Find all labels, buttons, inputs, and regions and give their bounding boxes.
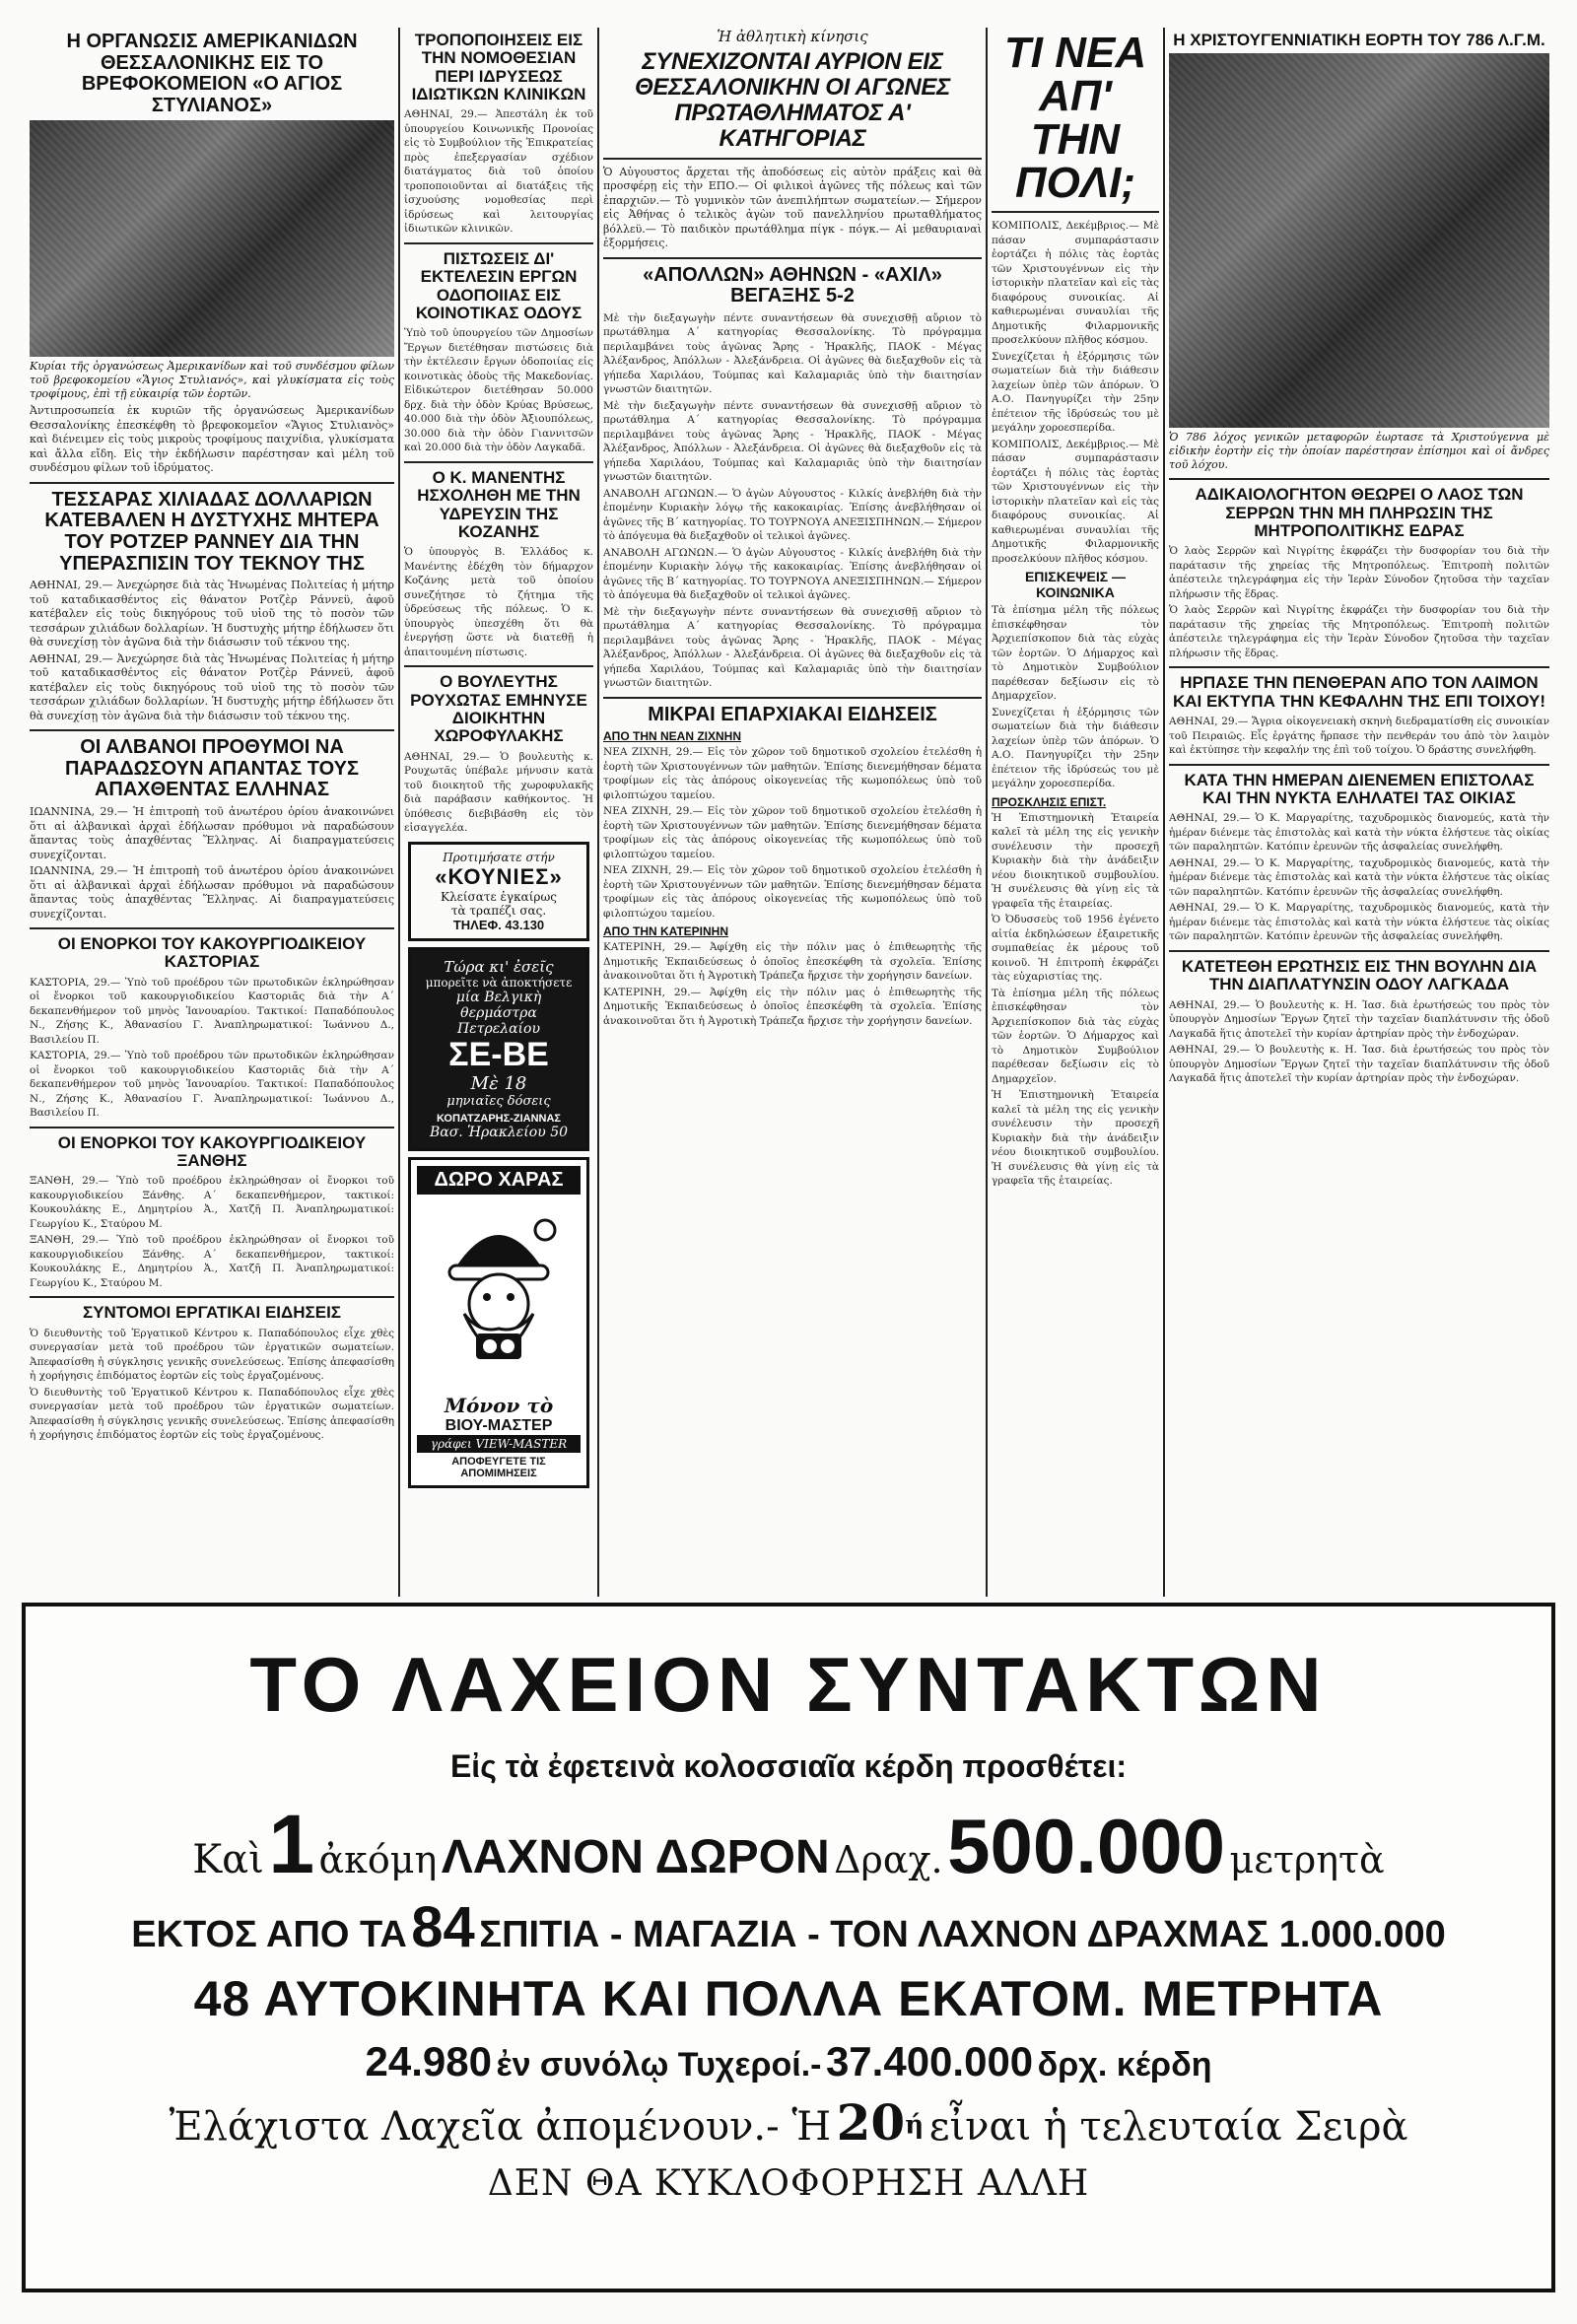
lottery-advertisement <box>22 1603 1555 2292</box>
ad-se-ve-heater <box>408 947 589 1151</box>
ad-line: Μόνον τὸ <box>444 1394 554 1418</box>
article-body: ΑΘΗΝΑΙ, 29.— Ὁ Κ. Μαργαρίτης, ταχυδρομικὸς διανομεύς, κατὰ τὴν ἡμέραν διένεμε τὰς ἐπιστολὰς καὶ κατὰ τὴν νύκτα ἐλήστευε τὰς οἰκίας τῶν παραληπτῶν. Κατόπιν ἐρευνῶν τῆς ἀσφαλείας συνελήφθη. <box>1169 856 1549 898</box>
headline-roger-ranney: ΤΕΣΣΑΡΑΣ ΧΙΛΙΑΔΑΣ ΔΟΛΛΑΡΙΩΝ ΚΑΤΕΒΑΛΕΝ Η ΔΥΣΤΥΧΗΣ ΜΗΤΕΡΑ ΤΟΥ ΡΟΤΖΕΡ ΡΑΝΝΕΥ ΔΙΑ ΤΗΝ ΥΠΕΡΑΣΠΙΣΙΝ ΤΟΥ ΤΕΚΝΟΥ ΤΗΣ <box>44 488 379 575</box>
ad-brand: ΒΙΟΥ-ΜΑΣΤΕΡ <box>445 1417 553 1435</box>
headline-clinics: ΤΡΟΠΟΠΟΙΗΣΕΙΣ ΕΙΣ ΤΗΝ ΝΟΜΟΘΕΣΙΑΝ ΠΕΡΙ ΙΔΡΥΣΕΩΣ ΙΔΙΩΤΙΚΩΝ ΚΛΙΝΙΚΩΝ <box>411 31 586 104</box>
section-kicker: Ἡ ἀθλητικὴ κίνησις <box>717 28 868 45</box>
ad-line: μπορεῖτε νὰ ἀποκτήσετε <box>425 975 573 990</box>
lottery-footer: ΔΕΝ ΘΑ ΚΥΚΛΟΦΟΡΗΣΗ ΑΛΛΗ <box>487 2163 1090 2204</box>
column-3 <box>603 28 982 1595</box>
photo-christmas-event <box>1169 53 1549 428</box>
headline-rouchotas: Ο ΒΟΥΛΕΥΤΗΣ ΡΟΥΧΩΤΑΣ ΕΜΗΝΥΣΕ ΔΙΟΙΚΗΤΗΝ ΧΩΡΟΦΥΛΑΚΗΣ <box>410 672 587 746</box>
headline-postman: ΚΑΤΑ ΤΗΝ ΗΜΕΡΑΝ ΔΙΕΝΕΜΕΝ ΕΠΙΣΤΟΛΑΣ ΚΑΙ ΤΗΝ ΝΥΚΤΑ ΕΛΗΛΑΤΕΙ ΤΑΣ ΟΙΚΙΑΣ <box>1184 770 1535 808</box>
article-body: ΚΟΜΙΠΟΛΙΣ, Δεκέμβριος.— Μὲ πάσαν συμπαράστασιν ἑορτάζει ἡ πόλις τὰς ἑορτὰς τῶν Χριστουγέννων εἰς τὴν ἱστορικὴν πλατεῖαν καὶ εἰς τὰς διαφόρους συνοικίας. Αἱ καθιερωμέναι συναυλίαι τῆς Δημοτικῆς Φιλαρμονικῆς προσελκύουν πλῆθος κόσμου. <box>992 220 1159 346</box>
lottery-text: ΣΠΙΤΙΑ - ΜΑΓΑΖΙΑ - ΤΟΝ ΛΑΧΝΟΝ ΔΡΑΧΜΑΣ 1.000.000 <box>479 1914 1446 1955</box>
article-body: Ἀντιπροσωπεία ἐκ κυριῶν τῆς ὀργανώσεως Ἀμερικανίδων Θεσσαλονίκης ἐπεσκέφθη τὸ βρεφοκομεῖον «Ἅγιος Στυλιανὸς» καὶ διένειμεν εἰς τοὺς μικροὺς τροφίμους παιχνίδια, γλυκίσματα καὶ ἄλλα εἴδη. Εἰς τὴν ἐκδήλωσιν παρέστησαν καὶ μέλη τοῦ συνδέσμου φίλων τοῦ ἱδρύματος. <box>30 404 394 475</box>
lottery-last-series-line <box>26 2093 1551 2152</box>
lottery-number: 20 <box>836 2093 906 2152</box>
lottery-text: εἶναι ἡ τελευταία Σειρὰ <box>928 2104 1408 2150</box>
lottery-amount: 500.000 <box>947 1803 1226 1889</box>
subheading: ΕΠΙΣΚΕΨΕΙΣ — ΚΟΙΝΩΝΙΚΑ <box>1024 569 1127 600</box>
article-body: ΑΝΑΒΟΛΗ ΑΓΩΝΩΝ.— Ὁ ἀγὼν Αὐγουστος - Κιλκίς ἀνεβλήθη διὰ τὴν ἑπομένην Κυριακὴν λόγῳ τῆς κακοκαιρίας. Ἐπίσης ἀνεβλήθησαν οἱ ἀγῶνες τῆς Β΄ κατηγορίας. ΤΟ ΤΟΥΡΝΟΥΑ ΑΝΕΞΙΣΠΗΝΩΝ.— Σήμερον τὸ ἀπόγευμα θὰ διεξαχθοῦν οἱ τελικοὶ ἀγῶνες. <box>603 546 982 602</box>
headline-manentis: Ο Κ. ΜΑΝΕΝΤΗΣ ΗΣΧΟΛΗΘΗ ΜΕ ΤΗΝ ΥΔΡΕΥΣΙΝ ΤΗΣ ΚΟΖΑΝΗΣ <box>417 467 581 541</box>
ad-title: ΔΩΡΟ ΧΑΡΑΣ <box>417 1166 581 1195</box>
lottery-text: Ἐλάχιστα Λαχεῖα ἀπομένουν.- Ἡ <box>169 2104 832 2150</box>
ad-line: Μὲ 18 <box>470 1073 527 1095</box>
divider <box>603 697 982 699</box>
column-4 <box>992 28 1159 1595</box>
column-divider <box>398 28 400 1597</box>
divider <box>30 729 394 731</box>
article-body: Ὁ λαὸς Σερρῶν καὶ Νιγρίτης ἐκφράζει τὴν δυσφορίαν του διὰ τὴν παράτασιν τῆς χηρείας τῆς Μητροπόλεως. Ἐπιτροπὴ πολιτῶν ἀπέστειλε τηλεγράφημα εἰς τὴν Ἱερὰν Σύνοδον ζητοῦσα τὴν ταχεῖαν πλήρωσιν τῆς ἕδρας. <box>1169 604 1549 659</box>
headline-albanians: ΟΙ ΑΛΒΑΝΟΙ ΠΡΟΘΥΜΟΙ ΝΑ ΠΑΡΑΔΩΣΟΥΝ ΑΠΑΝΤΑΣ ΤΟΥΣ ΑΠΑΧΘΕΝΤΑΣ ΕΛΛΗΝΑΣ <box>65 736 359 801</box>
article-body: ΚΑΣΤΟΡΙΑ, 29.— Ὑπὸ τοῦ προέδρου τῶν πρωτοδικῶν ἐκληρώθησαν οἱ ἔνορκοι τοῦ κακουργιοδικείου Καστοριᾶς διὰ τὴν Α΄ δεκαπενθήμερον τοῦ μηνὸς Ἰανουαρίου. Τακτικοί: Παπαδόπουλος Ν., Ζήσης Κ., Ἀθανασίου Γ. Ἀναπληρωματικοί: Ἰωάννου Δ., Βασιλείου Π. <box>30 1050 394 1120</box>
photo-caption: Ὁ 786 λόχος γενικῶν μεταφορῶν ἐωρτασε τὰ Χριστούγεννα μὲ εἰδικὴν ἑορτὴν εἰς τὴν ὁποίαν παρέστησαν ἐπίσημοι καὶ οἱ ἄνδρες τοῦ λόχου. <box>1169 431 1549 472</box>
lottery-text: Καὶ <box>192 1837 264 1882</box>
lottery-text: δρχ. κέρδη <box>1037 2046 1212 2084</box>
headline-road-credits: ΠΙΣΤΩΣΕΙΣ ΔΙ' ΕΚΤΕΛΕΣΙΝ ΕΡΓΩΝ ΟΔΟΠΟΙΙΑΣ ΕΙΣ ΚΟΙΝΟΤΙΚΑΣ ΟΔΟΥΣ <box>415 248 583 323</box>
ad-kounies <box>408 842 589 941</box>
article-body: ΑΘΗΝΑΙ, 29.— Ὁ Κ. Μαργαρίτης, ταχυδρομικὸς διανομεύς, κατὰ τὴν ἡμέραν διένεμε τὰς ἐπιστολὰς καὶ κατὰ τὴν νύκτα ἐλήστευε τὰς οἰκίας τῶν παραληπτῶν. Κατόπιν ἐρευνῶν τῆς ἀσφαλείας συνελήφθη. <box>1169 902 1549 943</box>
headline-jurors-xanthi: ΟΙ ΕΝΟΡΚΟΙ ΤΟΥ ΚΑΚΟΥΡΓΙΟΔΙΚΕΙΟΥ ΞΑΝΘΗΣ <box>57 1132 367 1171</box>
lottery-title: ΤΟ ΛΑΧΕΙΟΝ ΣΥΝΤΑΚΤΩΝ <box>249 1641 1328 1728</box>
headline-apollon-score: «ΑΠΟΛΛΩΝ» ΑΘΗΝΩΝ - «ΑΧΙΛ» ΒΕΓΑΞΗΣ 5-2 <box>643 263 942 308</box>
section-invitation: ΠΡΟΣΚΛΗΣΙΣ ΕΠΙΣΤ. <box>992 794 1107 809</box>
article-body: Τὰ ἐπίσημα μέλη τῆς πόλεως ἐπισκέφθησαν τὸν Ἀρχιεπίσκοπον διὰ τὰς εὐχὰς τῶν ἑορτῶν. Ὁ Δήμαρχος καὶ τὸ Δημοτικὸν Συμβούλιον παρέθεσαν δεξίωσιν εἰς τὸ Δημαρχεῖον. <box>992 987 1159 1085</box>
article-body: ΑΘΗΝΑΙ, 29.— Ἄγρια οἰκογενειακὴ σκηνὴ διεδραματίσθη εἰς συνοικίαν τοῦ Πειραιῶς. Εἷς ἐργάτης ἤρπασε τὴν πενθεράν του ἀπὸ τὸν λαιμὸν καὶ ἐκτύπησε τὴν κεφαλήν της ἐπὶ τοῦ τοίχου. Ὁ δράστης συνελήφθη. <box>1169 716 1549 757</box>
divider <box>603 158 982 160</box>
article-body: ΑΘΗΝΑΙ, 29.— Ἀνεχώρησε διὰ τὰς Ἡνωμένας Πολιτείας ἡ μήτηρ τοῦ καταδικασθέντος εἰς θάνατον Ροτζὲρ Ράννεϋ, ἀφοῦ κατέβαλεν εἰς τοὺς δικηγόρους τοῦ υἱοῦ της τὸ ποσὸν τῶν τεσσάρων χιλιάδων δολλαρίων. Ἡ δυστυχὴς μήτηρ ἐδήλωσεν ὅτι θὰ συνεχίσῃ τὸν ἀγῶνα διὰ τὴν διάσωσιν τοῦ τέκνου της. <box>30 579 394 649</box>
divider <box>30 1296 394 1298</box>
headline-lagkada-road: ΚΑΤΕΤΕΘΗ ΕΡΩΤΗΣΙΣ ΕΙΣ ΤΗΝ ΒΟΥΛΗΝ ΔΙΑ ΤΗΝ ΔΙΑΠΛΑΤΥΝΣΙΝ ΟΔΟΥ ΛΑΓΚΑΔΑ <box>1181 956 1538 994</box>
ad-line: μία Βελγικὴ <box>455 989 542 1005</box>
article-body: Συνεχίζεται ἡ ἐξόρμησις τῶν σωματείων διὰ τὴν διάθεσιν λαχείων ὑπὲρ τῶν ἀπόρων. Ὁ Α.Ο. Πανηγυρίζει τὴν 25ην ἐπέτειον τῆς ἱδρύσεώς του μὲ μεγάλην χοροεσπερίδα. <box>992 350 1159 434</box>
ad-line: γράφει VIEW-MASTER <box>417 1435 581 1453</box>
lottery-text: Δραχ. <box>834 1838 943 1881</box>
article-body: ΑΝΑΒΟΛΗ ΑΓΩΝΩΝ.— Ὁ ἀγὼν Αὐγουστος - Κιλκίς ἀνεβλήθη διὰ τὴν ἑπομένην Κυριακὴν λόγῳ τῆς κακοκαιρίας. Ἐπίσης ἀνεβλήθησαν οἱ ἀγῶνες τῆς Β΄ κατηγορίας. ΤΟ ΤΟΥΡΝΟΥΑ ΑΝΕΞΙΣΠΗΝΩΝ.— Σήμερον τὸ ἀπόγευμα θὰ διεξαχθοῦν οἱ τελικοὶ ἀγῶνες. <box>603 487 982 543</box>
ad-line: Κλείσατε ἐγκαίρως <box>441 889 557 904</box>
article-body: Ὁ διευθυντὴς τοῦ Ἐργατικοῦ Κέντρου κ. Παπαδόπουλος εἶχε χθὲς συνεργασίαν μετὰ τοῦ προέδρου τῶν ἐργατικῶν σωματείων. Ἀπεφασίσθη ἡ σύγκλησις γενικῆς συνελεύσεως. Ἐπίσης ἀπεφασίσθη ἡ χορήγησις ἐπιδόματος ἑορτῶν εἰς τοὺς ἐργαζομένους. <box>30 1327 394 1383</box>
ad-line: Τώρα κι' ἐσεῖς <box>444 957 554 976</box>
divider <box>1169 666 1549 668</box>
ad-line: ΚΟΠΑΤΖΑΡΗΣ-ΖΙΑΝΝΑΣ <box>436 1113 562 1126</box>
ad-line: Πετρελαίου <box>457 1020 540 1037</box>
lottery-number: 1 <box>268 1798 315 1890</box>
divider <box>1169 950 1549 952</box>
divider <box>30 1127 394 1128</box>
photo-orphanage <box>30 120 394 357</box>
divider <box>404 665 593 667</box>
article-body: ΚΟΜΙΠΟΛΙΣ, Δεκέμβριος.— Μὲ πάσαν συμπαράστασιν ἑορτάζει ἡ πόλις τὰς ἑορτὰς τῶν Χριστουγέννων εἰς τὴν ἱστορικὴν πλατεῖαν καὶ εἰς τὰς διαφόρους συνοικίας. Αἱ καθιερωμέναι συναυλίαι τῆς Δημοτικῆς Φιλαρμονικῆς προσελκύουν πλῆθος κόσμου. <box>992 438 1159 565</box>
lottery-number: 84 <box>411 1895 475 1959</box>
headline-mother-in-law: ΗΡΠΑΣΕ ΤΗΝ ΠΕΝΘΕΡΑΝ ΑΠΟ ΤΟΝ ΛΑΙΜΟΝ ΚΑΙ ΕΚΤΥΠΑ ΤΗΝ ΚΕΦΑΛΗΝ ΤΗΣ ΕΠΙ ΤΟΙΧΟΥ! <box>1172 673 1546 711</box>
lottery-text: ἐν συνόλῳ Τυχεροί.- <box>496 2046 822 2084</box>
ad-brand: ΣΕ-ΒΕ <box>448 1035 549 1073</box>
article-body: ΑΘΗΝΑΙ, 29.— Ἀνεχώρησε διὰ τὰς Ἡνωμένας Πολιτείας ἡ μήτηρ τοῦ καταδικασθέντος εἰς θάνατον Ροτζὲρ Ράννεϋ, ἀφοῦ κατέβαλεν εἰς τοὺς δικηγόρους τοῦ υἱοῦ της τὸ ποσὸν τῶν τεσσάρων χιλιάδων δολλαρίων. Ἡ δυστυχὴς μήτηρ ἐδήλωσεν ὅτι θὰ συνεχίσῃ τὸν ἀγῶνα διὰ τὴν διάσωσιν τοῦ τέκνου της. <box>30 651 394 722</box>
lottery-amount: 37.400.000 <box>825 2038 1034 2085</box>
article-body: ΑΘΗΝΑΙ, 29.— Ὁ Κ. Μαργαρίτης, ταχυδρομικὸς διανομεύς, κατὰ τὴν ἡμέραν διένεμε τὰς ἐπιστολὰς καὶ κατὰ τὴν νύκτα ἐλήστευε τὰς οἰκίας τῶν παραληπτῶν. Κατόπιν ἐρευνῶν τῆς ἀσφαλείας συνελήφθη. <box>1169 812 1549 854</box>
article-body: ΑΘΗΝΑΙ, 29.— Ὁ βουλευτὴς κ. Ρουχωτᾶς ὑπέβαλε μήνυσιν κατὰ τοῦ διοικητοῦ τῆς χωροφυλακῆς διὰ παράβασιν καθήκοντος. Ἡ ὑπόθεσις διεβιβάσθη εἰς τὸν εἰσαγγελέα. <box>404 750 593 835</box>
ad-line: ΑΠΟΦΕΥΓΕΤΕ ΤΙΣ <box>451 1456 546 1469</box>
article-body: Ὁ Ὀδυσσεὺς τοῦ 1956 ἐγένετο αἰτία ἐκδηλώσεων ἐξαιρετικῆς συμπαθείας ἐκ μέρους τοῦ κοινοῦ. Ἡ ἐπιτροπὴ ἐκφράζει τὰς εὐχαριστίας της. <box>992 914 1159 983</box>
lottery-text: ΕΚΤΟΣ ΑΠΟ ΤΑ <box>131 1914 407 1955</box>
headline-jurors-kastoria: ΟΙ ΕΝΟΡΚΟΙ ΤΟΥ ΚΑΚΟΥΡΓΙΟΔΙΚΕΙΟΥ ΚΑΣΤΟΡΙΑΣ <box>57 934 367 972</box>
article-summary: Ὁ Αὐγουστος ἄρχεται τῆς ἀποδόσεως εἰς αὐτὸν πράξεις καὶ θὰ προσφέρῃ εἰς τὴν ΕΠΟ.— Οἱ φιλικοὶ ἀγῶνες τῆς πόλεως καὶ τῶν ἐπαρχιῶν.— Τὸ γυμνικὸν τῶν ἀνεπιλήπτων σωματείων.— Σήμερον εἰς Ἀθήνας ὁ τελικὸς ἀγὼν τοῦ πανελληνίου πρωταθλήματος βόλλεϋ.— Τὸ παιδικὸν πρωτάθλημα πίγκ - πόγκ.— Αἱ μεθαυριαναὶ ἐξορμήσεις. <box>603 165 982 250</box>
article-body: ΙΩΑΝΝΙΝΑ, 29.— Ἡ ἐπιτροπὴ τοῦ ἀνωτέρου ὀρίου ἀνακοινώνει ὅτι αἱ ἀλβανικαὶ ἀρχαὶ ἐδήλωσαν πρόθυμοι νὰ παραδώσουν ἅπαντας τοὺς ἀπαχθέντας Ἕλληνας. Αἱ διαπραγματεύσεις συνεχίζονται. <box>30 805 394 861</box>
section-katerini: ΑΠΟ ΤΗΝ ΚΑΤΕΡΙΝΗΝ <box>603 924 729 939</box>
ad-title: «ΚΟΥΝΙΕΣ» <box>435 863 563 889</box>
article-body: Ὑπὸ τοῦ ὑπουργείου τῶν Δημοσίων Ἔργων διετέθησαν πιστώσεις διὰ τὴν ἐκτέλεσιν ἔργων ὁδοποιίας εἰς κοινοτικὰς ὁδοὺς τῆς Μακεδονίας. Εἰδικώτερον διετέθησαν 50.000 δρχ. διὰ τὴν ὁδὸν Κρύας Βρύσεως, 40.000 διὰ τὴν ὁδὸν Ἀξιουπόλεως, 30.000 διὰ τὴν ὁδὸν Γιαννιτσῶν καὶ 20.000 διὰ τὴν ὁδὸν Λαγκαδᾶ. <box>404 327 593 454</box>
article-body: ΞΑΝΘΗ, 29.— Ὑπὸ τοῦ προέδρου ἐκληρώθησαν οἱ ἔνορκοι τοῦ κακουργιοδικείου Ξάνθης. Α΄ δεκαπενθήμερον, τακτικοί: Κουκουλάκης Ε., Δημητρίου Ἀ., Χατζῆ Π. Ἀναπληρωματικοί: Γεωργίου Κ., Σταύρου Μ. <box>30 1234 394 1289</box>
lottery-winners-line <box>26 2038 1551 2085</box>
headline-american-women: Η ΟΡΓΑΝΩΣΙΣ ΑΜΕΡΙΚΑΝΙΔΩΝ ΘΕΣΣΑΛΟΝΙΚΗΣ ΕΙΣ ΤΟ ΒΡΕΦΟΚΟΜΕΙΟΝ «Ο ΑΓΙΟΣ ΣΤΥΛΙΑΝΟΣ» <box>66 31 358 116</box>
article-body: ΝΕΑ ΖΙΧΝΗ, 29.— Εἰς τὸν χῶρον τοῦ δημοτικοῦ σχολείου ἐτελέσθη ἡ ἑορτὴ τῶν Χριστουγέννων τῶν μαθητῶν. Ἐπίσης διενεμήθησαν δέματα τροφίμων εἰς τὰς ἀπόρους οἰκογενείας τῆς κωμοπόλεως ὑπὸ τοῦ φιλοπτώχου ταμείου. <box>603 746 982 801</box>
article-body: Μὲ τὴν διεξαγωγὴν πέντε συναντήσεων θὰ συνεχισθῇ αὔριον τὸ πρωτάθλημα Α΄ κατηγορίας Θεσσαλονίκης. Τὸ πρόγραμμα περιλαμβάνει τοὺς ἀγῶνας Ἄρης - Ἡρακλῆς, ΠΑΟΚ - Μέγας Ἀλέξανδρος, Ἀπόλλων - Ἀλεξάνδρεια. Οἱ ἀγῶνες θὰ διεξαχθοῦν εἰς τὰ γήπεδα Χαριλάου, Τούμπας καὶ Καλαμαριᾶς ὑπὸ τὴν διαιτησίαν γνωστῶν διαιτητῶν. <box>603 605 982 690</box>
article-body: Ἡ Ἐπιστημονικὴ Ἑταιρεία καλεῖ τὰ μέλη της εἰς γενικὴν συνέλευσιν τὴν προσεχῆ Κυριακὴν διὰ τὴν ἀνάδειξιν νέου διοικητικοῦ συμβουλίου. Ἡ συνέλευσις θὰ γίνῃ εἰς τὰ γραφεῖα τῆς ἑταιρείας. <box>992 811 1159 910</box>
ad-label: Προτιμήσατε στήν <box>443 850 555 864</box>
article-body: Ὁ ὑπουργὸς Β. Ἑλλάδος κ. Μανέντης ἐδέχθη τὸν δήμαρχον Κοζάνης μετὰ τοῦ ὁποίου συνεζήτησε τὸ ζήτημα τῆς ὑδρεύσεως τῆς πόλεως. Ὁ κ. ὑπουργὸς ὑπεσχέθη ὅτι θὰ ἐνεργήσῃ ὥστε νὰ διατεθῇ ἡ ἀπαιτουμένη πίστωσις. <box>404 546 593 658</box>
lottery-houses-line <box>26 1895 1551 1959</box>
article-body: Ὁ διευθυντὴς τοῦ Ἐργατικοῦ Κέντρου κ. Παπαδόπουλος εἶχε χθὲς συνεργασίαν μετὰ τοῦ προέδρου τῶν ἐργατικῶν σωματείων. Ἀπεφασίσθη ἡ σύγκλησις γενικῆς συνελεύσεως. Ἐπίσης ἀπεφασίσθη ἡ χορήγησις ἐπιδόματος ἑορτῶν εἰς τοὺς ἐργαζομένους. <box>30 1386 394 1442</box>
divider <box>992 211 1159 213</box>
photo-caption: Κυρίαι τῆς ὀργανώσεως Ἀμερικανίδων καὶ τοῦ συνδέσμου φίλων τοῦ βρεφοκομείου «Ἅγιος Στυλιανός», καὶ γλυκίσματα εἰς τοὺς τροφίμους, ἐπὶ τῇ εὐκαιρίᾳ τῶν ἑορτῶν. <box>30 360 394 401</box>
article-body: Τὰ ἐπίσημα μέλη τῆς πόλεως ἐπισκέφθησαν τὸν Ἀρχιεπίσκοπον διὰ τὰς εὐχὰς τῶν ἑορτῶν. Ὁ Δήμαρχος καὶ τὸ Δημοτικὸν Συμβούλιον παρέθεσαν δεξίωσιν εἰς τὸ Δημαρχεῖον. <box>992 604 1159 702</box>
headline-labor-news: ΣΥΝΤΟΜΟΙ ΕΡΓΑΤΙΚΑΙ ΕΙΔΗΣΕΙΣ <box>83 1303 341 1323</box>
divider <box>30 927 394 929</box>
headline-city-news: ΤΙ ΝΕΑ ΑΠ' ΤΗΝ ΠΟΛΙ; <box>1003 29 1147 207</box>
divider <box>1169 764 1549 766</box>
ad-line: τὰ τραπέζι σας. <box>450 903 547 918</box>
article-body: ΚΑΣΤΟΡΙΑ, 29.— Ὑπὸ τοῦ προέδρου τῶν πρωτοδικῶν ἐκληρώθησαν οἱ ἔνορκοι τοῦ κακουργιοδικείου Καστοριᾶς διὰ τὴν Α΄ δεκαπενθήμερον τοῦ μηνὸς Ἰανουαρίου. Τακτικοί: Παπαδόπουλος Ν., Ζήσης Κ., Ἀθανασίου Γ. Ἀναπληρωματικοί: Ἰωάννου Δ., Βασιλείου Π. <box>30 976 394 1046</box>
section-nea-zichni: ΑΠΟ ΤΗΝ ΝΕΑΝ ΖΙΧΝΗΝ <box>603 729 741 744</box>
article-body: ΚΑΤΕΡΙΝΗ, 29.— Ἀφίχθη εἰς τὴν πόλιν μας ὁ ἐπιθεωρητὴς τῆς Δημοτικῆς Ἐκπαιδεύσεως ὁ ὁποῖος ἐπεσκέφθη τὰ σχολεῖα. Ἐπίσης ἀνακοινοῦται ὅτι ἡ Ἀγροτικὴ Τράπεζα ἤρχισε τὴν χορήγησιν δανείων. <box>603 986 982 1027</box>
santa-claus-icon <box>425 1200 573 1388</box>
column-5 <box>1169 28 1549 1595</box>
lottery-tagline: Εἰς τὰ ἐφετεινὰ κολοσσιαῖα κέρδη προσθέτει: <box>449 1748 1128 1784</box>
ad-phone: ΤΗΛΕΦ. 43.130 <box>452 917 545 932</box>
lottery-prize: ΛΑΧΝΟΝ ΔΩΡΟΝ <box>441 1831 830 1883</box>
article-body: Ὁ λαὸς Σερρῶν καὶ Νιγρίτης ἐκφράζει τὴν δυσφορίαν του διὰ τὴν παράτασιν τῆς χηρείας τῆς Μητροπόλεως. Ἐπιτροπὴ πολιτῶν ἀπέστειλε τηλεγράφημα εἰς τὴν Ἱερὰν Σύνοδον ζητοῦσα τὴν ταχεῖαν πλήρωσιν τῆς ἕδρας. <box>1169 545 1549 600</box>
headline-serres: ΑΔΙΚΑΙΟΛΟΓΗΤΟΝ ΘΕΩΡΕΙ Ο ΛΑΟΣ ΤΩΝ ΣΕΡΡΩΝ ΤΗΝ ΜΗ ΠΛΗΡΩΣΙΝ ΤΗΣ ΜΗΤΡΟΠΟΛΙΤΙΚΗΣ ΕΔΡΑΣ <box>1195 485 1524 541</box>
ad-line: θερμάστρα <box>460 1004 537 1021</box>
lottery-text: ή <box>905 2110 925 2141</box>
article-body: Μὲ τὴν διεξαγωγὴν πέντε συναντήσεων θὰ συνεχισθῇ αὔριον τὸ πρωτάθλημα Α΄ κατηγορίας Θεσσαλονίκης. Τὸ πρόγραμμα περιλαμβάνει τοὺς ἀγῶνας Ἄρης - Ἡρακλῆς, ΠΑΟΚ - Μέγας Ἀλέξανδρος, Ἀπόλλων - Ἀλεξάνδρεια. Οἱ ἀγῶνες θὰ διεξαχθοῦν εἰς τὰ γήπεδα Χαριλάου, Τούμπας καὶ Καλαμαριᾶς ὑπὸ τὴν διαιτησίαν γνωστῶν διαιτητῶν. <box>603 311 982 396</box>
article-body: ΝΕΑ ΖΙΧΝΗ, 29.— Εἰς τὸν χῶρον τοῦ δημοτικοῦ σχολείου ἐτελέσθη ἡ ἑορτὴ τῶν Χριστουγέννων τῶν μαθητῶν. Ἐπίσης διενεμήθησαν δέματα τροφίμων εἰς τὰς ἀπόρους οἰκογενείας τῆς κωμοπόλεως ὑπὸ τοῦ φιλοπτώχου ταμείου. <box>603 864 982 920</box>
ad-view-master <box>408 1157 589 1488</box>
lottery-text: μετρητὰ <box>1229 1838 1385 1881</box>
headline-championship: ΣΥΝΕΧΙΖΟΝΤΑΙ ΑΥΡΙΟΝ ΕΙΣ ΘΕΣΣΑΛΟΝΙΚΗΝ ΟΙ ΑΓΩΝΕΣ ΠΡΩΤΑΘΛΗΜΑΤΟΣ Α' ΚΑΤΗΓΟΡΙΑΣ <box>635 48 950 152</box>
ad-line: ΑΠΟΜΙΜΗΣΕΙΣ <box>460 1468 537 1480</box>
article-body: ΑΘΗΝΑΙ, 29.— Ὁ βουλευτὴς κ. Η. Ἰασ. διὰ ἐρωτήσεώς του πρὸς τὸν ὑπουργὸν Δημοσίων Ἔργων ζητεῖ τὴν ταχεῖαν διαπλάτυνσιν τῆς ὁδοῦ Λαγκαδᾶ ἥτις ἀποτελεῖ τὴν κυρίαν ἀρτηρίαν πρὸς τὴν ἐνδοχώραν. <box>1169 1044 1549 1085</box>
divider <box>404 242 593 244</box>
article-body: ΙΩΑΝΝΙΝΑ, 29.— Ἡ ἐπιτροπὴ τοῦ ἀνωτέρου ὀρίου ἀνακοινώνει ὅτι αἱ ἀλβανικαὶ ἀρχαὶ ἐδήλωσαν πρόθυμοι νὰ παραδώσουν ἅπαντας τοὺς ἀπαχθέντας Ἕλληνας. Αἱ διαπραγματεύσεις συνεχίζονται. <box>30 864 394 921</box>
divider <box>404 461 593 463</box>
headline-christmas-786: Η ΧΡΙΣΤΟΥΓΕΝΝΙΑΤΙΚΗ ΕΟΡΤΗ ΤΟΥ 786 Λ.Γ.Μ. <box>1173 31 1545 49</box>
ad-line: Βασ. Ἡρακλείου 50 <box>429 1125 569 1141</box>
column-2 <box>404 28 593 1595</box>
lottery-number: 24.980 <box>365 2038 492 2085</box>
article-body: ΞΑΝΘΗ, 29.— Ὑπὸ τοῦ προέδρου ἐκληρώθησαν οἱ ἔνορκοι τοῦ κακουργιοδικείου Ξάνθης. Α΄ δεκαπενθήμερον, τακτικοί: Κουκουλάκης Ε., Δημητρίου Ἀ., Χατζῆ Π. Ἀναπληρωματικοί: Γεωργίου Κ., Σταύρου Μ. <box>30 1175 394 1230</box>
column-1 <box>30 28 394 1595</box>
lottery-text: ἀκόμη <box>318 1838 438 1881</box>
column-divider <box>597 28 599 1597</box>
divider <box>1169 478 1549 480</box>
article-body: Συνεχίζεται ἡ ἐξόρμησις τῶν σωματείων διὰ τὴν διάθεσιν λαχείων ὑπὲρ τῶν ἀπόρων. Ὁ Α.Ο. Πανηγυρίζει τὴν 25ην ἐπέτειον τῆς ἱδρύσεώς του μὲ μεγάλην χοροεσπερίδα. <box>992 706 1159 789</box>
article-body: ΑΘΗΝΑΙ, 29.— Ἀπεστάλη ἐκ τοῦ ὑπουργείου Κοινωνικῆς Προνοίας εἰς τὸ Συμβούλιον τῆς Ἐπικρατείας πρὸς ἐπεξεργασίαν σχέδιον διατάγματος διὰ τοῦ ὁποίου τροποποιοῦνται αἱ διατάξεις τῆς ἰσχυούσης νομοθεσίας περὶ ἱδρύσεως καὶ λειτουργίας ἰδιωτικῶν κλινικῶν. <box>404 108 593 236</box>
headline-provincial-news: ΜΙΚΡΑΙ ΕΠΑΡΧΙΑΚΑΙ ΕΙΔΗΣΕΙΣ <box>648 703 937 725</box>
ad-line: μηνιαῖες δόσεις <box>446 1094 551 1110</box>
divider <box>30 482 394 484</box>
article-body: ΚΑΤΕΡΙΝΗ, 29.— Ἀφίχθη εἰς τὴν πόλιν μας ὁ ἐπιθεωρητὴς τῆς Δημοτικῆς Ἐκπαιδεύσεως ὁ ὁποῖος ἐπεσκέφθη τὰ σχολεῖα. Ἐπίσης ἀνακοινοῦται ὅτι ἡ Ἀγροτικὴ Τράπεζα ἤρχισε τὴν χορήγησιν δανείων. <box>603 941 982 983</box>
column-divider <box>1163 28 1165 1597</box>
article-body: ΑΘΗΝΑΙ, 29.— Ὁ βουλευτὴς κ. Η. Ἰασ. διὰ ἐρωτήσεώς του πρὸς τὸν ὑπουργὸν Δημοσίων Ἔργων ζητεῖ τὴν ταχεῖαν διαπλάτυνσιν τῆς ὁδοῦ Λαγκαδᾶ ἥτις ἀποτελεῖ τὴν κυρίαν ἀρτηρίαν πρὸς τὴν ἐνδοχώραν. <box>1169 998 1549 1040</box>
lottery-prize-line <box>26 1798 1551 1890</box>
article-body: Μὲ τὴν διεξαγωγὴν πέντε συναντήσεων θὰ συνεχισθῇ αὔριον τὸ πρωτάθλημα Α΄ κατηγορίας Θεσσαλονίκης. Τὸ πρόγραμμα περιλαμβάνει τοὺς ἀγῶνας Ἄρης - Ἡρακλῆς, ΠΑΟΚ - Μέγας Ἀλέξανδρος, Ἀπόλλων - Ἀλεξάνδρεια. Οἱ ἀγῶνες θὰ διεξαχθοῦν εἰς τὰ γήπεδα Χαριλάου, Τούμπας καὶ Καλαμαριᾶς ὑπὸ τὴν διαιτησίαν γνωστῶν διαιτητῶν. <box>603 399 982 484</box>
divider <box>603 257 982 259</box>
column-divider <box>986 28 988 1597</box>
article-body: ΝΕΑ ΖΙΧΝΗ, 29.— Εἰς τὸν χῶρον τοῦ δημοτικοῦ σχολείου ἐτελέσθη ἡ ἑορτὴ τῶν Χριστουγέννων τῶν μαθητῶν. Ἐπίσης διενεμήθησαν δέματα τροφίμων εἰς τὰς ἀπόρους οἰκογενείας τῆς κωμοπόλεως ὑπὸ τοῦ φιλοπτώχου ταμείου. <box>603 805 982 860</box>
article-body: Ἡ Ἐπιστημονικὴ Ἑταιρεία καλεῖ τὰ μέλη της εἰς γενικὴν συνέλευσιν τὴν προσεχῆ Κυριακὴν διὰ τὴν ἀνάδειξιν νέου διοικητικοῦ συμβουλίου. Ἡ συνέλευσις θὰ γίνῃ εἰς τὰ γραφεῖα τῆς ἑταιρείας. <box>992 1089 1159 1187</box>
lottery-cars-line: 48 ΑΥΤΟΚΙΝΗΤΑ ΚΑΙ ΠΟΛΛΑ ΕΚΑΤΟΜ. ΜΕΤΡΗΤΑ <box>193 1971 1384 2026</box>
